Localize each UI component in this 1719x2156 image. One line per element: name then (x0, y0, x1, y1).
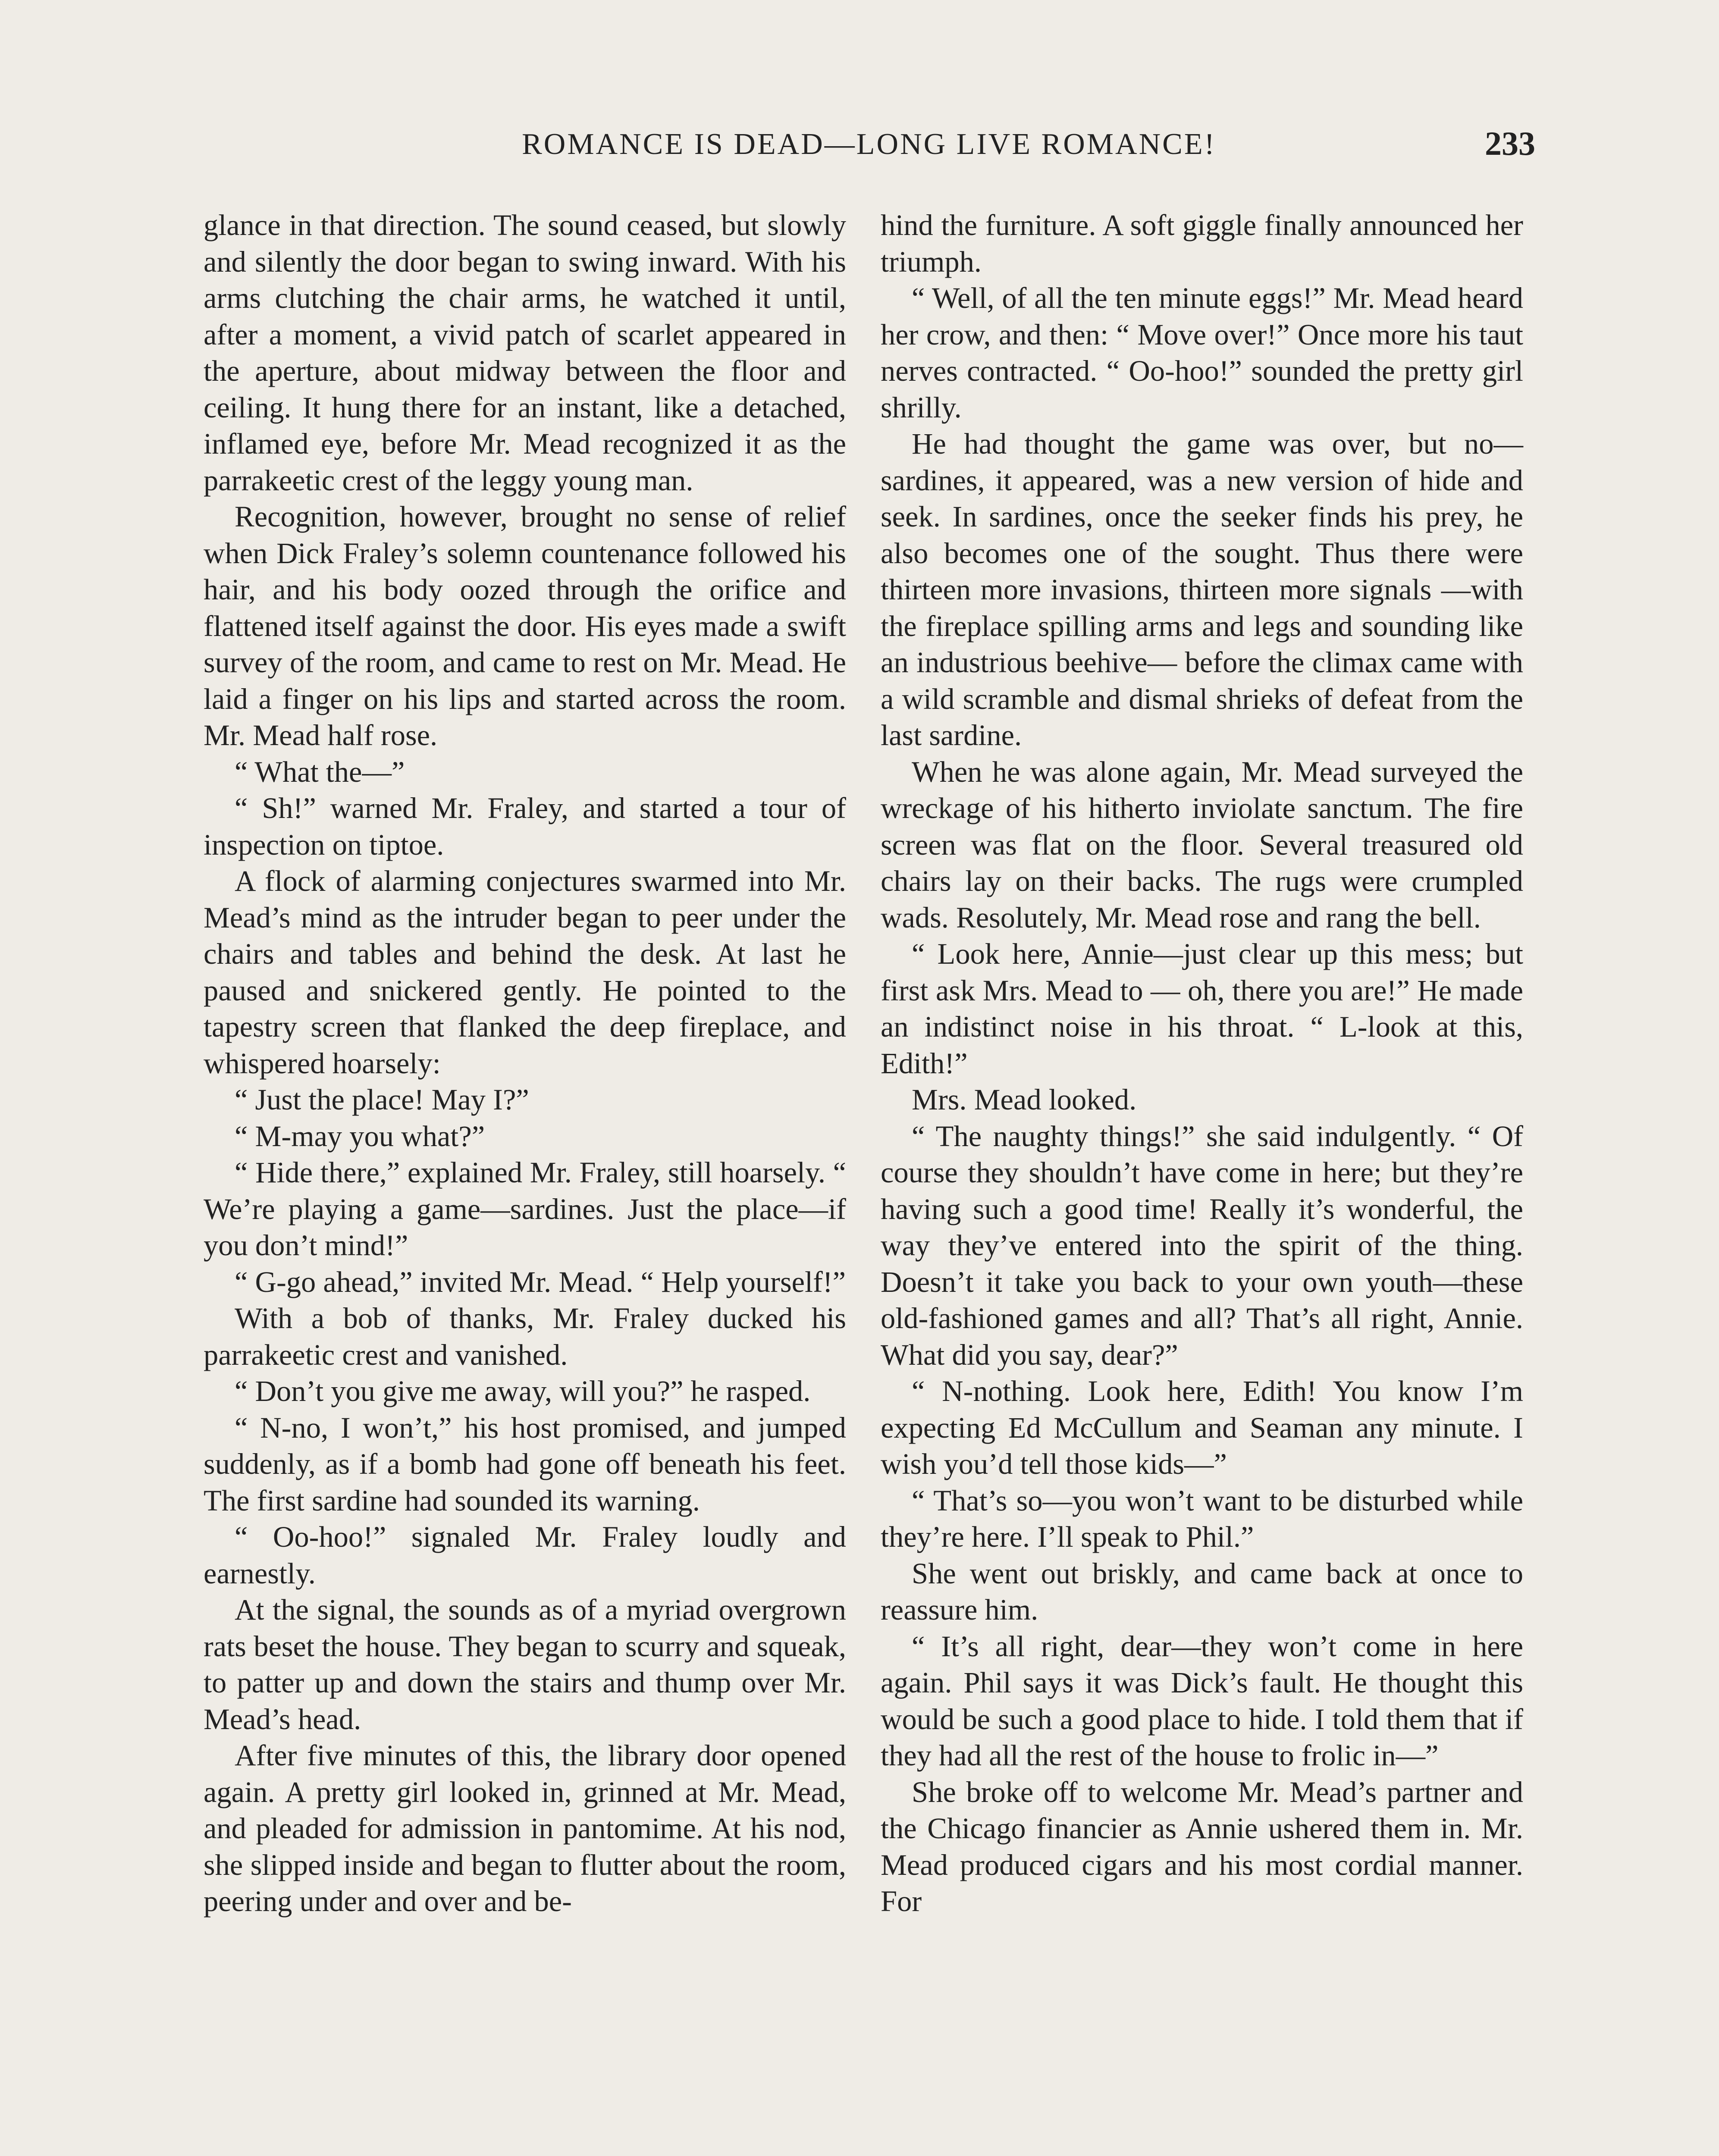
paragraph: When he was alone again, Mr. Mead surveyed the wreckage of his hitherto inviolate sanctum. The fire screen was flat on the floor. Several treasured old chairs lay on their backs. The rugs were crumpled wads. Resolutely, Mr. Mead rose and rang the bell. (881, 755, 1523, 934)
paragraph: He had thought the game was over, but no—sardines, it appeared, was a new version of hide and seek. In sardines, once the seeker finds his prey, he also becomes one of the sought. Thus there were thirteen more invasions, thirteen more signals —with the fireplace spilling arms and legs and sounding like an industrious beehive— before the climax came with a wild scramble and dismal shrieks of defeat from the last sardine. (881, 427, 1523, 752)
left-column (204, 207, 846, 1920)
paragraph: “ Well, of all the ten minute eggs!” Mr. Mead heard her crow, and then: “ Move over!” Once more his taut nerves contracted. “ Oo-hoo!” sounded the pretty girl shrilly. (881, 282, 1523, 424)
paragraph: “ It’s all right, dear—they won’t come in here again. Phil says it was Dick’s fault. He thought this would be such a good place to hide. I told them that if they had all the rest of the house to frolic in—” (881, 1630, 1523, 1772)
paragraph: “ M-may you what?” (235, 1119, 485, 1153)
paragraph: glance in that direction. The sound ceased, but slowly and silently the door began to swing inward. With his arms clutching the chair arms, he watched it until, after a moment, a vivid patch of scarlet appeared in the aperture, about midway between the floor and ceiling. It hung there for an instant, like a detached, inflamed eye, before Mr. Mead recognized it as the parrakeetic crest of the leggy young man. (204, 209, 846, 497)
paragraph: Mrs. Mead looked. (912, 1083, 1137, 1116)
paragraph: “ N-nothing. Look here, Edith! You know I’m expecting Ed McCullum and Seaman any minute. I wish you’d tell those kids—” (881, 1375, 1523, 1480)
paragraph: “ G-go ahead,” invited Mr. Mead. “ Help yourself!” (235, 1265, 846, 1298)
paragraph: “ Don’t you give me away, will you?” he rasped. (235, 1375, 811, 1407)
paragraph: At the signal, the sounds as of a myriad overgrown rats beset the house. They began to scurry and squeak, to patter up and down the stairs and thump over Mr. Mead’s head. (204, 1593, 846, 1736)
running-header (203, 125, 1535, 181)
paragraph: “ Hide there,” explained Mr. Fraley, still hoarsely. “ We’re playing a game—sardines. Just the place—if you don’t mind!” (204, 1156, 846, 1262)
paragraph: “ That’s so—you won’t want to be disturbed while they’re here. I’ll speak to Phil.” (881, 1484, 1523, 1553)
paragraph: hind the furniture. A soft giggle finally announced her triumph. (881, 209, 1523, 278)
paragraph: “ The naughty things!” she said indulgently. “ Of course they shouldn’t have come in here; but they’re having such a good time! Really it’s wonderful, the way they’ve entered into the spirit of the thing. Doesn’t it take you back to your own youth—these old-fashioned games and all? That’s all right, Annie. What did you say, dear?” (881, 1119, 1523, 1371)
paragraph: She broke off to welcome Mr. Mead’s partner and the Chicago financier as Annie ushered them in. Mr. Mead produced cigars and his most cordial manner. For (881, 1775, 1523, 1918)
paragraph: “ N-no, I won’t,” his host promised, and jumped suddenly, as if a bomb had gone off beneath his feet. The first sardine had sounded its warning. (204, 1411, 846, 1517)
page-number: 233 (1485, 125, 1535, 162)
paragraph: A flock of alarming conjectures swarmed into Mr. Mead’s mind as the intruder began to peer under the chairs and tables and behind the desk. At last he paused and snickered gently. He pointed to the tapestry screen that flanked the deep fireplace, and whispered hoarsely: (204, 865, 846, 1080)
paragraph: With a bob of thanks, Mr. Fraley ducked his parrakeetic crest and vanished. (204, 1302, 846, 1371)
paragraph: “ Oo-hoo!” signaled Mr. Fraley loudly and earnestly. (204, 1520, 846, 1590)
paragraph: She went out briskly, and came back at once to reassure him. (881, 1557, 1523, 1626)
paragraph: “ Look here, Annie—just clear up this mess; but first ask Mrs. Mead to — oh, there you are!” He made an indistinct noise in his throat. “ L-look at this, Edith!” (881, 937, 1523, 1080)
paragraph: “ What the—” (235, 755, 405, 788)
paragraph: After five minutes of this, the library door opened again. A pretty girl looked in, grinned at Mr. Mead, and pleaded for admission in pantomime. At his nod, she slipped inside and began to flutter about the room, peering under and over and be- (204, 1739, 846, 1918)
paragraph: “ Just the place! May I?” (235, 1083, 529, 1116)
paragraph: Recognition, however, brought no sense of relief when Dick Fraley’s solemn countenance followed his hair, and his body oozed through the orifice and flattened itself against the door. His eyes made a swift survey of the room, and came to rest on Mr. Mead. He laid a finger on his lips and started across the room. Mr. Mead half rose. (204, 500, 846, 752)
running-title: ROMANCE IS DEAD—LONG LIVE ROMANCE! (522, 128, 1216, 161)
paragraph: “ Sh!” warned Mr. Fraley, and started a tour of inspection on tiptoe. (204, 792, 846, 861)
right-column (881, 207, 1523, 1920)
